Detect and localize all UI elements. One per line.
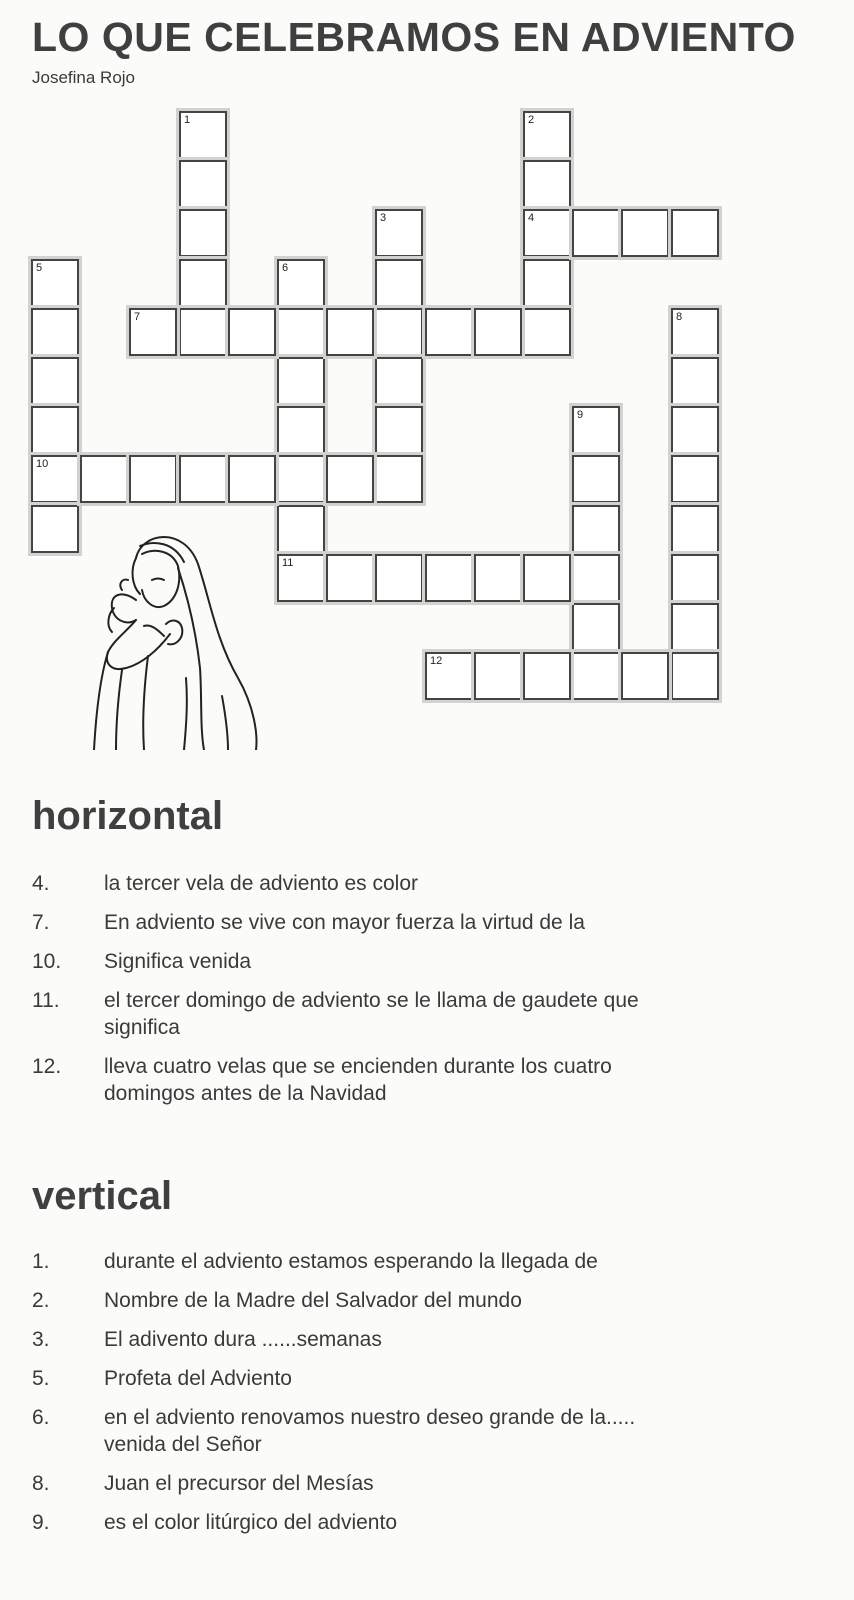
crossword-cell[interactable] xyxy=(523,652,571,700)
crossword-cell[interactable] xyxy=(31,308,79,356)
crossword-cell[interactable] xyxy=(572,652,620,700)
clue-text: Profeta del Adviento xyxy=(104,1367,292,1390)
clue-number: 8. xyxy=(32,1472,50,1495)
vertical-heading: vertical xyxy=(32,1174,173,1218)
clue-item xyxy=(32,1470,672,1497)
crossword-cell[interactable] xyxy=(277,554,325,602)
crossword-cell[interactable] xyxy=(523,554,571,602)
crossword-cell[interactable] xyxy=(572,406,620,454)
clue-text: en el adviento renovamos nuestro deseo grande de la..... venida del Señor xyxy=(104,1406,729,1456)
crossword-cell[interactable] xyxy=(621,652,669,700)
crossword-cell[interactable] xyxy=(523,209,571,257)
crossword-cell[interactable] xyxy=(129,308,177,356)
crossword-cell[interactable] xyxy=(621,209,669,257)
clue-number: 9. xyxy=(32,1511,50,1534)
crossword-cell[interactable] xyxy=(474,554,522,602)
crossword-cell[interactable] xyxy=(523,259,571,307)
crossword-cell[interactable] xyxy=(671,455,719,503)
clue-text: es el color litúrgico del adviento xyxy=(104,1511,397,1534)
crossword-cell[interactable] xyxy=(129,455,177,503)
clue-number: 3. xyxy=(32,1328,50,1351)
crossword-cell[interactable] xyxy=(671,554,719,602)
crossword-cell[interactable] xyxy=(80,455,128,503)
crossword-cell[interactable] xyxy=(375,357,423,405)
clue-text: durante el adviento estamos esperando la llegada de xyxy=(104,1250,598,1273)
clue-number: 10. xyxy=(32,950,62,973)
crossword-cell[interactable] xyxy=(31,505,79,553)
clue-item xyxy=(32,1326,672,1353)
crossword-cell[interactable] xyxy=(277,505,325,553)
crossword-cell[interactable] xyxy=(425,554,473,602)
crossword-cell[interactable] xyxy=(523,308,571,356)
clue-number-label: 4 xyxy=(528,212,535,224)
crossword-cell[interactable] xyxy=(375,308,423,356)
clue-text: Nombre de la Madre del Salvador del mundo xyxy=(104,1289,522,1312)
crossword-cell[interactable] xyxy=(179,308,227,356)
crossword-cell[interactable] xyxy=(572,554,620,602)
clue-item xyxy=(32,1365,672,1392)
clue-number-label: 9 xyxy=(577,409,584,421)
crossword-cell[interactable] xyxy=(277,259,325,307)
crossword-cell[interactable] xyxy=(572,455,620,503)
clue-number-label: 5 xyxy=(36,262,43,274)
clue-number: 6. xyxy=(32,1406,50,1429)
crossword-cell[interactable] xyxy=(277,357,325,405)
clue-number: 1. xyxy=(32,1250,50,1273)
clue-text: lleva cuatro velas que se encienden durante los cuatro domingos antes de la Navidad xyxy=(104,1055,618,1105)
crossword-cell[interactable] xyxy=(326,455,374,503)
clue-text: En adviento se vive con mayor fuerza la virtud de la xyxy=(104,911,585,934)
clue-number: 12. xyxy=(32,1055,62,1078)
clue-number: 7. xyxy=(32,911,50,934)
crossword-cell[interactable] xyxy=(179,111,227,159)
crossword-cell[interactable] xyxy=(671,603,719,651)
clue-number: 5. xyxy=(32,1367,50,1390)
crossword-cell[interactable] xyxy=(474,308,522,356)
clue-number-label: 1 xyxy=(184,114,191,126)
crossword-cell[interactable] xyxy=(179,259,227,307)
clue-number-label: 2 xyxy=(528,114,535,126)
crossword-cell[interactable] xyxy=(572,505,620,553)
clue-number-label: 3 xyxy=(380,212,387,224)
vertical-clue-list xyxy=(32,1248,729,1548)
clue-item xyxy=(32,1287,672,1314)
crossword-cell[interactable] xyxy=(572,603,620,651)
clue-number-label: 10 xyxy=(36,458,49,470)
crossword-cell[interactable] xyxy=(31,455,79,503)
clue-text: Juan el precursor del Mesías xyxy=(104,1472,374,1495)
crossword-cell[interactable] xyxy=(277,406,325,454)
clue-text: El adivento dura ......semanas xyxy=(104,1328,382,1351)
horizontal-heading: horizontal xyxy=(32,794,224,838)
crossword-cell[interactable] xyxy=(179,160,227,208)
crossword-cell[interactable] xyxy=(671,406,719,454)
crossword-cell[interactable] xyxy=(179,455,227,503)
crossword-cell[interactable] xyxy=(523,160,571,208)
clue-item xyxy=(32,948,672,975)
crossword-cell[interactable] xyxy=(671,357,719,405)
crossword-cell[interactable] xyxy=(425,308,473,356)
crossword-cell[interactable] xyxy=(375,259,423,307)
clue-item xyxy=(32,1053,672,1107)
crossword-cell[interactable] xyxy=(375,554,423,602)
crossword-cell[interactable] xyxy=(671,209,719,257)
page-title: LO QUE CELEBRAMOS EN ADVIENTO xyxy=(32,14,796,60)
clue-item xyxy=(32,987,672,1041)
clue-item xyxy=(32,1404,729,1458)
crossword-cell[interactable] xyxy=(31,259,79,307)
crossword-cell[interactable] xyxy=(179,209,227,257)
crossword-cell[interactable] xyxy=(671,652,719,700)
clue-item xyxy=(32,1248,672,1275)
crossword-cell[interactable] xyxy=(277,455,325,503)
crossword-cell[interactable] xyxy=(425,652,473,700)
clue-item xyxy=(32,870,672,897)
crossword-cell[interactable] xyxy=(326,308,374,356)
crossword-cell[interactable] xyxy=(375,455,423,503)
crossword-cell[interactable] xyxy=(31,406,79,454)
author-name: Josefina Rojo xyxy=(32,68,136,87)
crossword-cell[interactable] xyxy=(31,357,79,405)
clue-text: Significa venida xyxy=(104,950,252,973)
crossword-cell[interactable] xyxy=(228,455,276,503)
crossword-cell[interactable] xyxy=(671,308,719,356)
crossword-cell[interactable] xyxy=(326,554,374,602)
crossword-cell[interactable] xyxy=(228,308,276,356)
virgin-and-child-icon xyxy=(92,528,262,750)
horizontal-clue-list xyxy=(32,870,672,1119)
crossword-cell[interactable] xyxy=(375,406,423,454)
clue-number: 2. xyxy=(32,1289,50,1312)
clue-number-label: 11 xyxy=(282,557,294,569)
clue-item xyxy=(32,909,672,936)
crossword-cell[interactable] xyxy=(375,209,423,257)
crossword-cell[interactable] xyxy=(572,209,620,257)
clue-number: 11. xyxy=(32,989,60,1012)
crossword-cell[interactable] xyxy=(277,308,325,356)
clue-number-label: 8 xyxy=(676,311,683,323)
crossword-cell[interactable] xyxy=(474,652,522,700)
crossword-cell[interactable] xyxy=(523,111,571,159)
clue-text: el tercer domingo de adviento se le llama de gaudete que significa xyxy=(104,989,645,1039)
clue-number-label: 12 xyxy=(430,655,443,667)
clue-number-label: 6 xyxy=(282,262,289,274)
clue-number-label: 7 xyxy=(134,311,141,323)
clue-item xyxy=(32,1509,672,1536)
clue-number: 4. xyxy=(32,872,50,895)
clue-text: la tercer vela de adviento es color xyxy=(104,872,419,895)
crossword-cell[interactable] xyxy=(671,505,719,553)
